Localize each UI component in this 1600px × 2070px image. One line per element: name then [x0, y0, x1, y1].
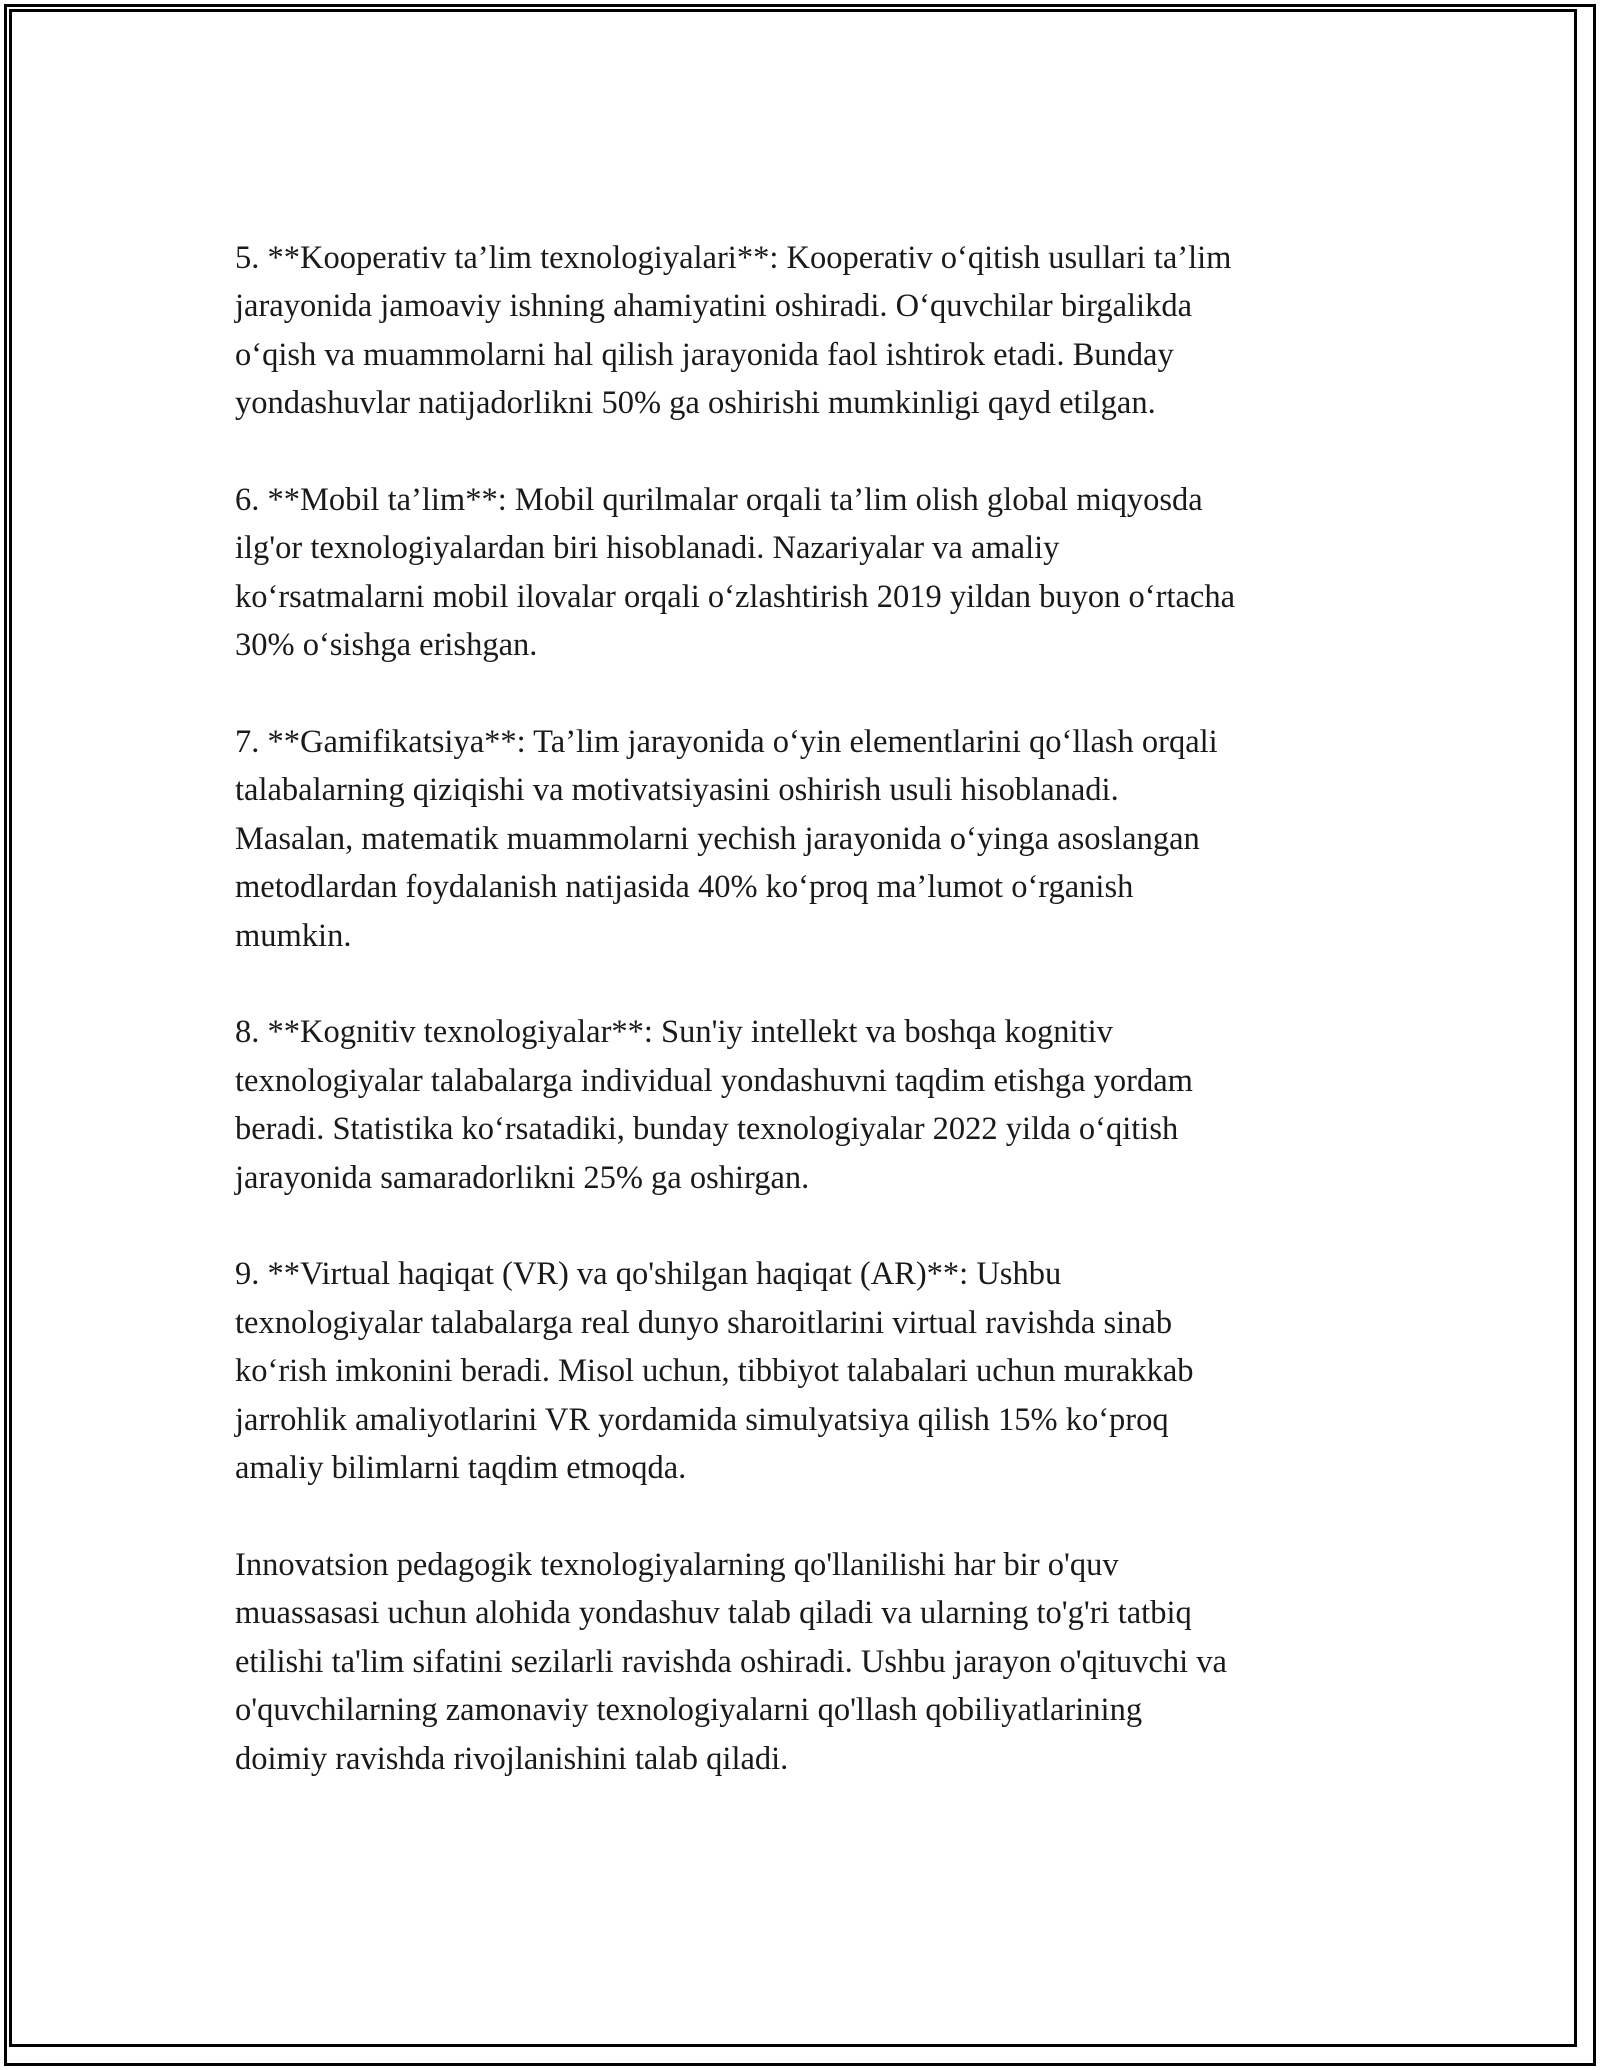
paragraph-virtual-augmented-reality: 9. **Virtual haqiqat (VR) va qo'shilgan haqiqat (AR)**: Ushbu texnologiyalar talabalarga real dunyo sharoitlarini virtual ravishda sinab ko‘rish imkonini beradi. Misol uchun, tibbiyot talabalari uchun murakkab jarrohlik amaliyotlarini VR yordamida simulyatsiya qilish 15% ko‘proq amaliy bilimlarni taqdim etmoqda. — [235, 1256, 1194, 1487]
paragraph-cognitive-technologies: 8. **Kognitiv texnologiyalar**: Sun'iy intellekt va boshqa kognitiv texnologiyalar talabalarga individual yondashuvni taqdim etishga yordam beradi. Statistika ko‘rsatadiki, bunday texnologiyalar 2022 yilda o‘qitish jarayonida samaradorlikni 25% ga oshirgan. — [235, 1014, 1193, 1196]
paragraph-mobile-learning: 6. **Mobil ta’lim**: Mobil qurilmalar orqali ta’lim olish global miqyosda ilg'or texnologiyalardan biri hisoblanadi. Nazariyalar va amaliy ko‘rsatmalarni mobil ilovalar orqali o‘zlashtirish 2019 yildan buyon o‘rtacha 30% o‘sishga erishgan. — [235, 482, 1236, 664]
document-body — [235, 234, 1385, 1783]
paragraph-cooperative-learning: 5. **Kooperativ ta’lim texnologiyalari**: Kooperativ o‘qitish usullari ta’lim jarayonida jamoaviy ishning ahamiyatini oshiradi. O‘quvchilar birgalikda o‘qish va muammolarni hal qilish jarayonida faol ishtirok etadi. Bunday yondashuvlar natijadorlikni 50% ga oshirishi mumkinligi qayd etilgan. — [235, 240, 1232, 422]
paragraph-gamification: 7. **Gamifikatsiya**: Ta’lim jarayonida o‘yin elementlarini qo‘llash orqali talabalarning qiziqishi va motivatsiyasini oshirish usuli hisoblanadi. Masalan, matematik muammolarni yechish jarayonida o‘yinga asoslangan metodlardan foydalanish natijasida 40% ko‘proq ma’lumot o‘rganish mumkin. — [235, 724, 1218, 954]
paragraph-conclusion: Innovatsion pedagogik texnologiyalarning qo'llanilishi har bir o'quv muassasasi uchun alohida yondashuv talab qiladi va ularning to'g'ri tatbiq etilishi ta'lim sifatini sezilarli ravishda oshiradi. Ushbu jarayon o'qituvchi va o'quvchilarning zamonaviy texnologiyalarni qo'llash qobiliyatlarining doimiy ravishda rivojlanishini talab qiladi. — [235, 1546, 1227, 1777]
